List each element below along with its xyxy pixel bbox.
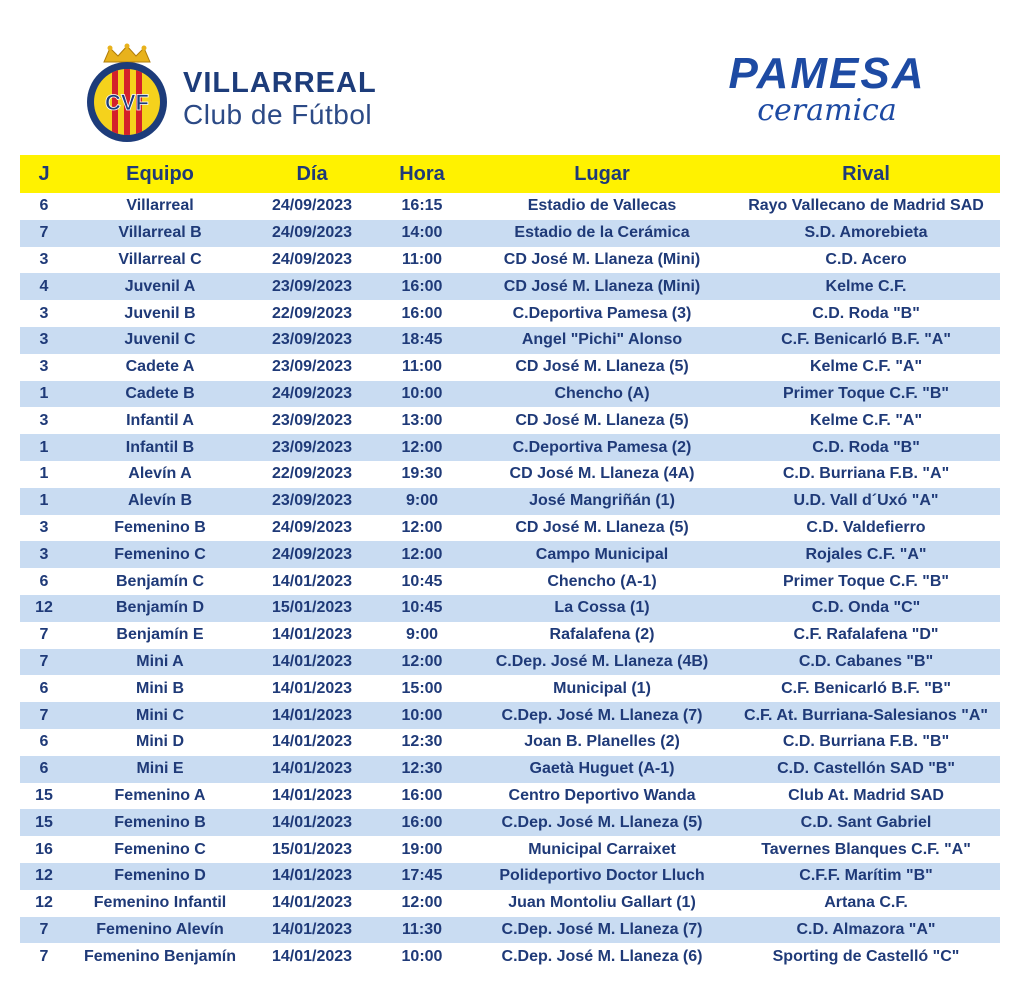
cell-lugar: C.Dep. José M. Llaneza (7) [472,917,732,944]
cell-dia: 14/01/2023 [252,649,372,676]
cell-lugar: C.Dep. José M. Llaneza (6) [472,943,732,970]
table-row [20,649,1000,676]
cell-lugar: Municipal Carraixet [472,836,732,863]
cell-dia: 14/01/2023 [252,890,372,917]
cell-rival: C.F. Benicarló B.F. "A" [732,327,1000,354]
cell-j: 3 [20,407,68,434]
cell-dia: 23/09/2023 [252,434,372,461]
cell-j: 3 [20,541,68,568]
table-row [20,568,1000,595]
cell-rival: U.D. Vall d´Uxó "A" [732,488,1000,515]
cell-dia: 24/09/2023 [252,381,372,408]
table-row [20,702,1000,729]
cell-lugar: CD José M. Llaneza (5) [472,407,732,434]
table-row [20,675,1000,702]
cell-lugar: CD José M. Llaneza (Mini) [472,273,732,300]
header [0,0,1024,155]
header-rival: Rival [732,155,1000,193]
cell-rival: C.F.F. Marítim "B" [732,863,1000,890]
crest-text: CVF [105,90,149,115]
cell-dia: 14/01/2023 [252,675,372,702]
cell-j: 4 [20,273,68,300]
header-hora: Hora [372,155,472,193]
table-row [20,488,1000,515]
cell-equipo: Juvenil A [68,273,252,300]
cell-j: 7 [20,622,68,649]
cell-dia: 14/01/2023 [252,568,372,595]
cell-equipo: Infantil B [68,434,252,461]
cell-dia: 14/01/2023 [252,863,372,890]
table-row [20,890,1000,917]
cell-hora: 17:45 [372,863,472,890]
cell-hora: 10:45 [372,568,472,595]
table-row [20,273,1000,300]
table-row [20,381,1000,408]
cell-j: 6 [20,675,68,702]
cell-equipo: Femenino C [68,836,252,863]
cell-hora: 16:00 [372,300,472,327]
cell-dia: 23/09/2023 [252,488,372,515]
cell-equipo: Mini B [68,675,252,702]
cell-j: 6 [20,756,68,783]
cell-equipo: Benjamín D [68,595,252,622]
cell-lugar: CD José M. Llaneza (5) [472,354,732,381]
cell-j: 6 [20,729,68,756]
cell-equipo: Alevín B [68,488,252,515]
cell-lugar: Chencho (A-1) [472,568,732,595]
cell-hora: 13:00 [372,407,472,434]
cell-equipo: Femenino A [68,783,252,810]
cell-dia: 14/01/2023 [252,917,372,944]
cell-lugar: Chencho (A) [472,381,732,408]
cell-lugar: José Mangriñán (1) [472,488,732,515]
table-row [20,407,1000,434]
cell-hora: 11:00 [372,247,472,274]
cell-j: 3 [20,327,68,354]
cell-j: 7 [20,943,68,970]
cell-rival: Kelme C.F. "A" [732,354,1000,381]
cell-j: 1 [20,461,68,488]
cell-rival: C.F. Rafalafena "D" [732,622,1000,649]
cell-lugar: Angel "Pichi" Alonso [472,327,732,354]
cell-rival: Primer Toque C.F. "B" [732,568,1000,595]
table-row [20,943,1000,970]
cell-equipo: Juvenil B [68,300,252,327]
cell-equipo: Alevín A [68,461,252,488]
cell-lugar: Juan Montoliu Gallart (1) [472,890,732,917]
cell-equipo: Femenino B [68,809,252,836]
cell-dia: 23/09/2023 [252,327,372,354]
table-row [20,729,1000,756]
cell-hora: 12:30 [372,729,472,756]
cell-equipo: Villarreal [68,193,252,220]
cell-lugar: CD José M. Llaneza (4A) [472,461,732,488]
sponsor-line2: ceramica [757,93,897,128]
table-row [20,193,1000,220]
cell-lugar: CD José M. Llaneza (5) [472,515,732,542]
cell-hora: 10:00 [372,381,472,408]
cell-equipo: Femenino Alevín [68,917,252,944]
cell-j: 12 [20,890,68,917]
cell-j: 3 [20,354,68,381]
cell-dia: 22/09/2023 [252,461,372,488]
table-row [20,917,1000,944]
cell-lugar: C.Deportiva Pamesa (3) [472,300,732,327]
cell-dia: 23/09/2023 [252,354,372,381]
cell-equipo: Infantil A [68,407,252,434]
cell-j: 12 [20,595,68,622]
cell-equipo: Femenino B [68,515,252,542]
cell-j: 3 [20,247,68,274]
cell-equipo: Mini A [68,649,252,676]
cell-lugar: C.Deportiva Pamesa (2) [472,434,732,461]
cell-hora: 15:00 [372,675,472,702]
cell-hora: 10:00 [372,943,472,970]
cell-equipo: Femenino C [68,541,252,568]
table-row [20,836,1000,863]
cell-j: 1 [20,381,68,408]
cell-lugar: Estadio de la Cerámica [472,220,732,247]
cell-equipo: Benjamín C [68,568,252,595]
cell-lugar: C.Dep. José M. Llaneza (7) [472,702,732,729]
cell-equipo: Mini E [68,756,252,783]
cell-rival: C.D. Cabanes "B" [732,649,1000,676]
table-row [20,783,1000,810]
cell-equipo: Femenino Infantil [68,890,252,917]
table-row [20,300,1000,327]
cell-dia: 14/01/2023 [252,756,372,783]
cell-j: 3 [20,300,68,327]
cell-dia: 24/09/2023 [252,193,372,220]
cell-dia: 23/09/2023 [252,273,372,300]
cell-rival: C.D. Sant Gabriel [732,809,1000,836]
cell-hora: 9:00 [372,622,472,649]
cell-equipo: Cadete A [68,354,252,381]
cell-dia: 14/01/2023 [252,783,372,810]
cell-dia: 14/01/2023 [252,809,372,836]
cell-hora: 11:00 [372,354,472,381]
cell-dia: 14/01/2023 [252,729,372,756]
cell-hora: 19:30 [372,461,472,488]
table-row [20,622,1000,649]
header-j: J [20,155,68,193]
fixtures-table-header [20,155,1000,193]
cell-hora: 12:00 [372,515,472,542]
sponsor-line1: PAMESA [728,49,926,98]
cell-lugar: Gaetà Huguet (A-1) [472,756,732,783]
table-row [20,247,1000,274]
cell-hora: 11:30 [372,917,472,944]
header-row [20,155,1000,193]
cell-equipo: Juvenil C [68,327,252,354]
club-subtitle: Club de Fútbol [183,99,373,130]
club-name: VILLARREAL [183,67,377,99]
table-row [20,434,1000,461]
table-row [20,354,1000,381]
cell-equipo: Mini D [68,729,252,756]
cell-dia: 14/01/2023 [252,943,372,970]
cell-lugar: Campo Municipal [472,541,732,568]
cell-j: 15 [20,783,68,810]
cell-rival: C.D. Valdefierro [732,515,1000,542]
header-dia: Día [252,155,372,193]
cell-lugar: Joan B. Planelles (2) [472,729,732,756]
cell-hora: 9:00 [372,488,472,515]
cell-hora: 16:00 [372,783,472,810]
table-row [20,327,1000,354]
cell-lugar: Rafalafena (2) [472,622,732,649]
cell-rival: Rojales C.F. "A" [732,541,1000,568]
table-row [20,863,1000,890]
cell-rival: Sporting de Castelló "C" [732,943,1000,970]
cell-rival: Tavernes Blanques C.F. "A" [732,836,1000,863]
cell-equipo: Femenino Benjamín [68,943,252,970]
cell-dia: 24/09/2023 [252,220,372,247]
cell-dia: 24/09/2023 [252,247,372,274]
cell-hora: 12:00 [372,541,472,568]
cell-hora: 12:00 [372,649,472,676]
cell-rival: C.D. Castellón SAD "B" [732,756,1000,783]
cell-j: 7 [20,220,68,247]
cell-j: 12 [20,863,68,890]
cell-lugar: C.Dep. José M. Llaneza (5) [472,809,732,836]
fixtures-table-body [20,193,1000,970]
cell-dia: 24/09/2023 [252,515,372,542]
table-row [20,756,1000,783]
cell-j: 6 [20,568,68,595]
table-row [20,595,1000,622]
cell-j: 7 [20,917,68,944]
cell-hora: 12:00 [372,890,472,917]
cell-rival: Club At. Madrid SAD [732,783,1000,810]
table-row [20,461,1000,488]
table-row [20,220,1000,247]
cell-hora: 16:00 [372,809,472,836]
cell-rival: C.F. At. Burriana-Salesianos "A" [732,702,1000,729]
cell-equipo: Benjamín E [68,622,252,649]
cell-rival: C.D. Burriana F.B. "A" [732,461,1000,488]
cell-rival: S.D. Amorebieta [732,220,1000,247]
cell-rival: C.D. Acero [732,247,1000,274]
cell-equipo: Villarreal C [68,247,252,274]
cell-dia: 14/01/2023 [252,622,372,649]
header-lugar: Lugar [472,155,732,193]
cell-rival: C.D. Roda "B" [732,434,1000,461]
cell-hora: 18:45 [372,327,472,354]
cell-rival: C.D. Burriana F.B. "B" [732,729,1000,756]
cell-j: 7 [20,702,68,729]
cell-hora: 14:00 [372,220,472,247]
cell-j: 7 [20,649,68,676]
header-equipo: Equipo [68,155,252,193]
cell-dia: 14/01/2023 [252,702,372,729]
cell-lugar: Polideportivo Doctor Lluch [472,863,732,890]
cell-dia: 23/09/2023 [252,407,372,434]
cell-dia: 22/09/2023 [252,300,372,327]
cell-equipo: Femenino D [68,863,252,890]
cell-j: 15 [20,809,68,836]
club-crest-logo [82,42,172,142]
cell-equipo: Villarreal B [68,220,252,247]
cell-rival: C.D. Almazora "A" [732,917,1000,944]
cell-lugar: CD José M. Llaneza (Mini) [472,247,732,274]
cell-hora: 16:00 [372,273,472,300]
cell-hora: 10:00 [372,702,472,729]
cell-hora: 16:15 [372,193,472,220]
cell-equipo: Mini C [68,702,252,729]
cell-rival: C.F. Benicarló B.F. "B" [732,675,1000,702]
cell-j: 1 [20,434,68,461]
cell-rival: Kelme C.F. "A" [732,407,1000,434]
cell-lugar: Estadio de Vallecas [472,193,732,220]
sponsor-logo [722,49,932,128]
cell-j: 1 [20,488,68,515]
cell-rival: Artana C.F. [732,890,1000,917]
cell-dia: 15/01/2023 [252,836,372,863]
cell-equipo: Cadete B [68,381,252,408]
cell-j: 16 [20,836,68,863]
cell-j: 6 [20,193,68,220]
table-row [20,809,1000,836]
cell-rival: Kelme C.F. [732,273,1000,300]
cell-rival: Primer Toque C.F. "B" [732,381,1000,408]
cell-hora: 12:30 [372,756,472,783]
fixtures-table [20,155,1000,970]
table-row [20,541,1000,568]
cell-dia: 24/09/2023 [252,541,372,568]
cell-dia: 15/01/2023 [252,595,372,622]
cell-hora: 12:00 [372,434,472,461]
cell-rival: C.D. Roda "B" [732,300,1000,327]
cell-lugar: Centro Deportivo Wanda [472,783,732,810]
cell-lugar: La Cossa (1) [472,595,732,622]
cell-rival: Rayo Vallecano de Madrid SAD [732,193,1000,220]
cell-j: 3 [20,515,68,542]
club-brand [183,68,377,132]
cell-lugar: C.Dep. José M. Llaneza (4B) [472,649,732,676]
cell-hora: 19:00 [372,836,472,863]
cell-rival: C.D. Onda "C" [732,595,1000,622]
cell-hora: 10:45 [372,595,472,622]
table-row [20,515,1000,542]
cell-lugar: Municipal (1) [472,675,732,702]
